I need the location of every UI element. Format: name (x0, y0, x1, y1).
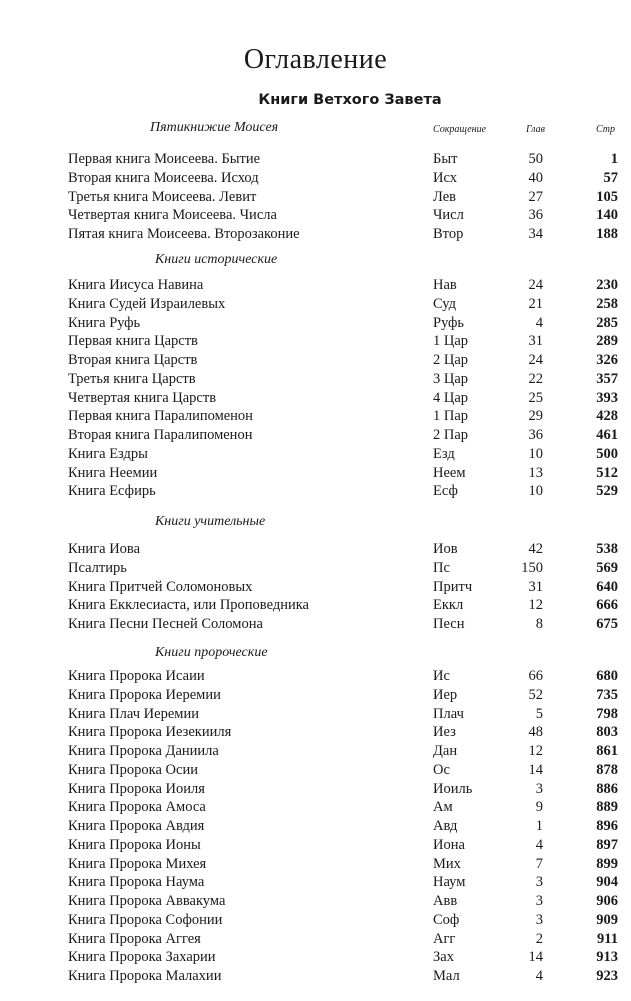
book-page-number: 909 (596, 911, 618, 928)
book-title: Вторая книга Царств (68, 352, 198, 368)
book-title: Пятая книга Моисеева. Второзаконие (68, 226, 300, 242)
book-title: Псалтирь (68, 559, 127, 576)
toc-row (0, 540, 631, 558)
book-page-number: 675 (596, 616, 618, 632)
book-chapter-count: 3 (535, 911, 543, 928)
toc-row (0, 169, 631, 187)
book-page-number: 393 (596, 389, 618, 406)
testament-title: Книги Ветхого Завета (258, 92, 442, 108)
book-page-number: 461 (596, 427, 618, 443)
toc-row (0, 615, 631, 633)
book-abbreviation: Лев (433, 188, 457, 205)
book-title: Третья книга Моисеева. Левит (68, 188, 257, 205)
toc-row (0, 836, 631, 854)
book-title: Книга Пророка Захарии (68, 949, 216, 966)
book-chapter-count: 40 (528, 169, 543, 186)
book-abbreviation: Притч (433, 578, 473, 595)
book-abbreviation: Дан (433, 743, 458, 759)
book-chapter-count: 29 (528, 408, 543, 425)
book-title: Книга Руфь (68, 314, 141, 331)
book-abbreviation: Пс (433, 559, 450, 576)
book-title: Книга Пророка Иезекииля (68, 724, 232, 741)
book-title: Первая книга Царств (68, 333, 198, 350)
book-page-number: 911 (597, 930, 618, 947)
book-title: Третья книга Царств (68, 370, 196, 387)
book-title: Книга Плач Иеремии (68, 705, 199, 722)
section-name: Книги учительные (155, 514, 266, 529)
toc-row (0, 873, 631, 891)
book-title: Первая книга Паралипоменон (68, 408, 253, 425)
toc-row (0, 798, 631, 816)
toc-row (0, 892, 631, 910)
book-page-number: 889 (596, 799, 618, 816)
book-chapter-count: 21 (528, 295, 543, 312)
book-abbreviation: Агг (433, 930, 456, 947)
book-title: Книга Песни Песней Соломона (68, 616, 263, 632)
book-title: Книга Пророка Ионы (68, 836, 201, 853)
toc-row (0, 559, 631, 577)
book-title: Книга Иова (68, 541, 141, 557)
book-chapter-count: 31 (528, 578, 543, 595)
book-page-number: 258 (596, 295, 618, 312)
toc-row (0, 276, 631, 294)
book-page-number: 680 (596, 668, 618, 684)
book-title: Вторая книга Моисеева. Исход (68, 169, 259, 186)
toc-row (0, 855, 631, 873)
book-abbreviation: Исх (433, 169, 457, 186)
toc-row (0, 780, 631, 798)
book-page-number: 897 (596, 836, 618, 853)
book-page-number: 512 (596, 464, 618, 481)
book-chapter-count: 13 (528, 464, 543, 481)
book-abbreviation: Есф (433, 483, 458, 500)
book-page-number: 899 (596, 855, 618, 872)
book-abbreviation: Иона (433, 836, 465, 853)
book-chapter-count: 22 (528, 370, 543, 387)
toc-row (0, 426, 631, 444)
book-chapter-count: 52 (528, 686, 543, 703)
book-title: Книга Притчей Соломоновых (68, 578, 253, 595)
book-abbreviation: Авв (433, 893, 458, 909)
book-abbreviation: Ос (433, 761, 450, 778)
book-page-number: 666 (596, 597, 618, 614)
book-title: Книга Пророка Михея (68, 855, 207, 872)
book-chapter-count: 34 (528, 226, 543, 242)
book-abbreviation: Иез (433, 724, 456, 741)
book-title: Книга Пророка Иеремии (68, 686, 221, 703)
book-chapter-count: 36 (528, 207, 543, 224)
book-abbreviation: Авд (433, 818, 458, 834)
book-chapter-count: 4 (535, 314, 543, 331)
book-abbreviation: Ис (433, 668, 450, 684)
section-header (0, 514, 631, 532)
book-page-number: 428 (596, 408, 618, 425)
book-abbreviation: Втор (433, 226, 464, 242)
book-page-number: 1 (610, 151, 618, 167)
book-chapter-count: 50 (528, 151, 543, 167)
book-page-number: 569 (596, 559, 618, 576)
section-name: Книги исторические (155, 252, 278, 267)
book-abbreviation: Нав (433, 277, 457, 293)
book-chapter-count: 31 (528, 333, 543, 350)
book-title: Четвертая книга Царств (68, 389, 217, 406)
book-abbreviation: Еккл (433, 597, 464, 614)
book-chapter-count: 3 (535, 780, 543, 797)
book-chapter-count: 14 (528, 761, 543, 778)
book-title: Книга Пророка Даниила (68, 743, 219, 759)
toc-row (0, 295, 631, 313)
book-abbreviation: Песн (433, 616, 465, 632)
book-chapter-count: 150 (521, 559, 543, 576)
book-title: Книга Пророка Амоса (68, 799, 206, 816)
book-title: Первая книга Моисеева. Бытие (68, 151, 261, 167)
book-page-number: 105 (596, 188, 618, 205)
toc-row (0, 723, 631, 741)
toc-row (0, 389, 631, 407)
toc-row (0, 445, 631, 463)
column-header-page: Стр (596, 124, 616, 135)
book-title: Книга Иисуса Навина (68, 277, 204, 293)
toc-row (0, 742, 631, 760)
book-page-number: 289 (596, 333, 618, 350)
page-title: Оглавление (243, 44, 388, 75)
book-title: Книга Пророка Софонии (68, 911, 223, 928)
book-chapter-count: 2 (535, 930, 543, 947)
book-chapter-count: 25 (528, 389, 543, 406)
book-chapter-count: 36 (528, 427, 543, 443)
book-page-number: 735 (596, 686, 618, 703)
book-title: Книга Пророка Аггея (68, 930, 201, 947)
book-title: Книга Пророка Иоиля (68, 780, 205, 797)
book-abbreviation: Соф (433, 911, 460, 928)
toc-row (0, 948, 631, 966)
book-abbreviation: Иоиль (433, 780, 473, 797)
book-chapter-count: 8 (535, 616, 543, 632)
book-page-number: 861 (596, 743, 618, 759)
book-abbreviation: Числ (433, 207, 464, 224)
book-page-number: 896 (596, 818, 618, 834)
toc-row (0, 464, 631, 482)
book-title: Книга Судей Израилевых (68, 295, 226, 312)
book-page-number: 798 (596, 705, 618, 722)
toc-row (0, 407, 631, 425)
book-chapter-count: 24 (528, 277, 543, 293)
toc-row (0, 967, 631, 985)
book-title: Книга Екклесиаста, или Проповедника (68, 597, 309, 614)
book-title: Книга Пророка Авдия (68, 818, 205, 834)
book-chapter-count: 10 (528, 445, 543, 462)
book-chapter-count: 5 (535, 705, 543, 722)
book-title: Книга Пророка Осии (68, 761, 198, 778)
book-abbreviation: Плач (433, 705, 464, 722)
book-chapter-count: 7 (535, 855, 543, 872)
toc-row (0, 351, 631, 369)
toc-row (0, 705, 631, 723)
book-chapter-count: 14 (528, 949, 543, 966)
book-chapter-count: 10 (528, 483, 543, 500)
column-header-chapters: Глав (526, 124, 545, 135)
book-abbreviation: Мал (433, 968, 460, 984)
book-page-number: 538 (596, 541, 618, 557)
toc-row (0, 332, 631, 350)
book-page-number: 878 (596, 761, 618, 778)
book-chapter-count: 9 (535, 799, 543, 816)
book-abbreviation: Суд (433, 295, 457, 312)
section-header (0, 252, 631, 270)
book-page-number: 640 (596, 578, 618, 595)
section-header (0, 120, 631, 138)
book-chapter-count: 4 (535, 836, 543, 853)
book-title: Вторая книга Паралипоменон (68, 427, 253, 443)
toc-row (0, 225, 631, 243)
book-abbreviation: 2 Пар (433, 427, 469, 443)
book-title: Книга Пророка Аввакума (68, 893, 226, 909)
toc-row (0, 578, 631, 596)
book-abbreviation: Ам (433, 799, 453, 816)
book-chapter-count: 12 (528, 743, 543, 759)
book-page-number: 357 (596, 370, 618, 387)
book-title: Книга Есфирь (68, 483, 156, 500)
book-page-number: 326 (596, 352, 618, 368)
book-abbreviation: 2 Цар (433, 352, 469, 368)
book-abbreviation: Наум (433, 874, 466, 891)
toc-row (0, 482, 631, 500)
book-abbreviation: 1 Цар (433, 333, 469, 350)
toc-row (0, 596, 631, 614)
book-abbreviation: Мих (433, 855, 461, 872)
book-abbreviation: Руфь (433, 314, 464, 331)
book-abbreviation: Иер (433, 686, 458, 703)
toc-row (0, 314, 631, 332)
book-abbreviation: 4 Цар (433, 389, 469, 406)
section-name: Пятикнижие Моисея (150, 120, 279, 135)
toc-row (0, 370, 631, 388)
book-chapter-count: 48 (528, 724, 543, 741)
section-header (0, 645, 631, 663)
book-abbreviation: Быт (433, 151, 458, 167)
book-page-number: 188 (596, 226, 618, 242)
book-abbreviation: 1 Пар (433, 408, 469, 425)
book-page-number: 923 (596, 968, 618, 984)
toc-row (0, 206, 631, 224)
toc-row (0, 188, 631, 206)
book-page-number: 230 (596, 277, 618, 293)
book-abbreviation: Иов (433, 541, 458, 557)
book-chapter-count: 66 (528, 668, 543, 684)
book-title: Книга Неемии (68, 464, 158, 481)
toc-row (0, 150, 631, 168)
toc-row (0, 817, 631, 835)
book-page-number: 803 (596, 724, 618, 741)
toc-row (0, 667, 631, 685)
toc-row (0, 761, 631, 779)
book-page-number: 285 (596, 314, 618, 331)
book-title: Книга Ездры (68, 445, 148, 462)
toc-row (0, 911, 631, 929)
book-abbreviation: Зах (433, 949, 454, 966)
book-page-number: 913 (596, 949, 618, 966)
book-abbreviation: Езд (433, 445, 455, 462)
section-name: Книги пророческие (155, 645, 268, 660)
book-chapter-count: 4 (535, 968, 543, 984)
book-chapter-count: 42 (528, 541, 543, 557)
book-title: Книга Пророка Исаии (68, 668, 205, 684)
book-page-number: 140 (596, 207, 618, 224)
book-chapter-count: 12 (528, 597, 543, 614)
book-chapter-count: 3 (535, 874, 543, 891)
book-chapter-count: 24 (528, 352, 543, 368)
book-chapter-count: 27 (528, 188, 543, 205)
book-title: Четвертая книга Моисеева. Числа (68, 207, 277, 224)
book-abbreviation: Неем (433, 464, 466, 481)
toc-row (0, 686, 631, 704)
column-header-abbreviation: Сокращение (433, 124, 487, 135)
book-page-number: 906 (596, 893, 618, 909)
book-chapter-count: 3 (535, 893, 543, 909)
book-page-number: 529 (596, 483, 618, 500)
book-title: Книга Пророка Малахии (68, 968, 222, 984)
book-page-number: 57 (603, 169, 618, 186)
book-title: Книга Пророка Наума (68, 874, 205, 891)
book-abbreviation: 3 Цар (433, 370, 469, 387)
book-page-number: 886 (596, 780, 618, 797)
book-chapter-count: 1 (535, 818, 543, 834)
toc-row (0, 930, 631, 948)
book-page-number: 904 (596, 874, 618, 891)
book-page-number: 500 (596, 445, 618, 462)
